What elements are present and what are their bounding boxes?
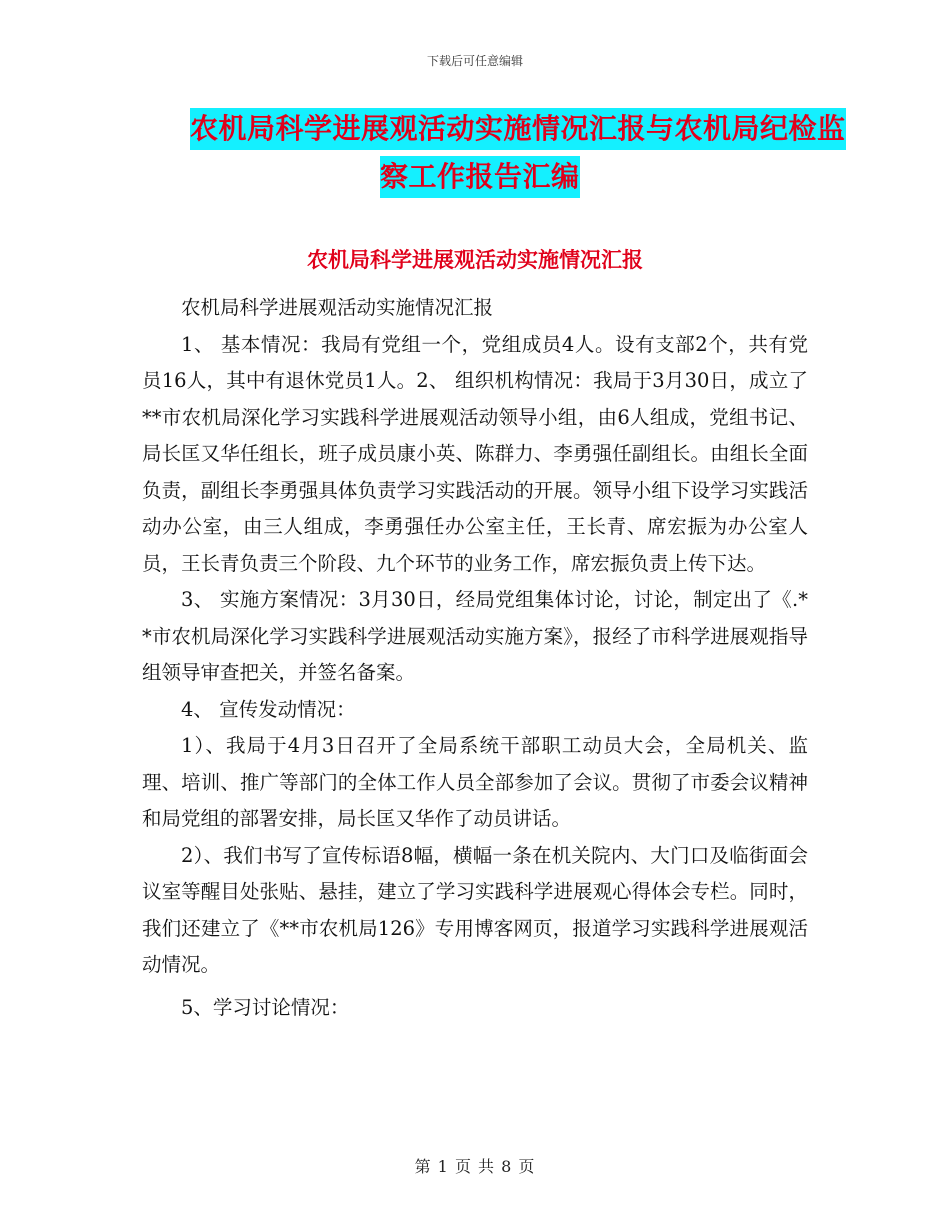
header-note: 下载后可任意编辑 — [426, 54, 523, 68]
paragraph: 3、 实施方案情况：3月30日，经局党组集体讨论，讨论，制定出了《.**市农机局深化学习实践科学进展观活动实施方案》，报经了市科学进展观指导组领导审查把关，并签名备案。 — [142, 588, 808, 684]
section-title: 农机局科学进展观活动实施情况汇报 — [307, 247, 643, 272]
paragraph: 1）、我局于4月3日召开了全局系统干部职工动员大会，全局机关、监理、培训、推广等部门的全体工作人员全部参加了会议。贯彻了市委会议精神和局党组的部署安排，局长匡又华作了动员讲话。 — [142, 734, 808, 830]
document-title-line-1: 农机局科学进展观活动实施情况汇报与农机局纪检监 — [190, 108, 846, 150]
document-title-line-2: 察工作报告汇编 — [380, 156, 580, 198]
paragraph: 农机局科学进展观活动实施情况汇报 — [181, 296, 494, 319]
paragraph: 1、 基本情况：我局有党组一个，党组成员4人。设有支部2个，共有党员16人，其中有退休党员1人。2、 组织机构情况：我局于3月30日，成立了**市农机局深化学习实践科学进展观活动领导小组，由6人组成，党组书记、局长匡又华任组长，班子成员康小英、陈群力、李勇强任副组长。由组长全面负责，副组长李勇强具体负责学习实践活动的开展。领导小组下设学习实践活动办公室，由三人组成，李勇强任办公室主任，王长青、席宏振为办公室人员，王长青负责三个阶段、九个环节的业务工作，席宏振负责上传下达。 — [142, 332, 808, 575]
page-footer: 第 1 页 共 8 页 — [414, 1157, 536, 1176]
paragraph: 2）、我们书写了宣传标语8幅，横幅一条在机关院内、大门口及临街面会议室等醒目处张贴、悬挂，建立了学习实践科学进展观心得体会专栏。同时，我们还建立了《**市农机局126》专用博客网页，报道学习实践科学进展观活动情况。 — [142, 843, 808, 976]
paragraph: 4、 宣传发动情况： — [181, 697, 356, 721]
paragraph: 5、学习讨论情况： — [181, 995, 350, 1019]
document-body — [142, 290, 808, 1026]
